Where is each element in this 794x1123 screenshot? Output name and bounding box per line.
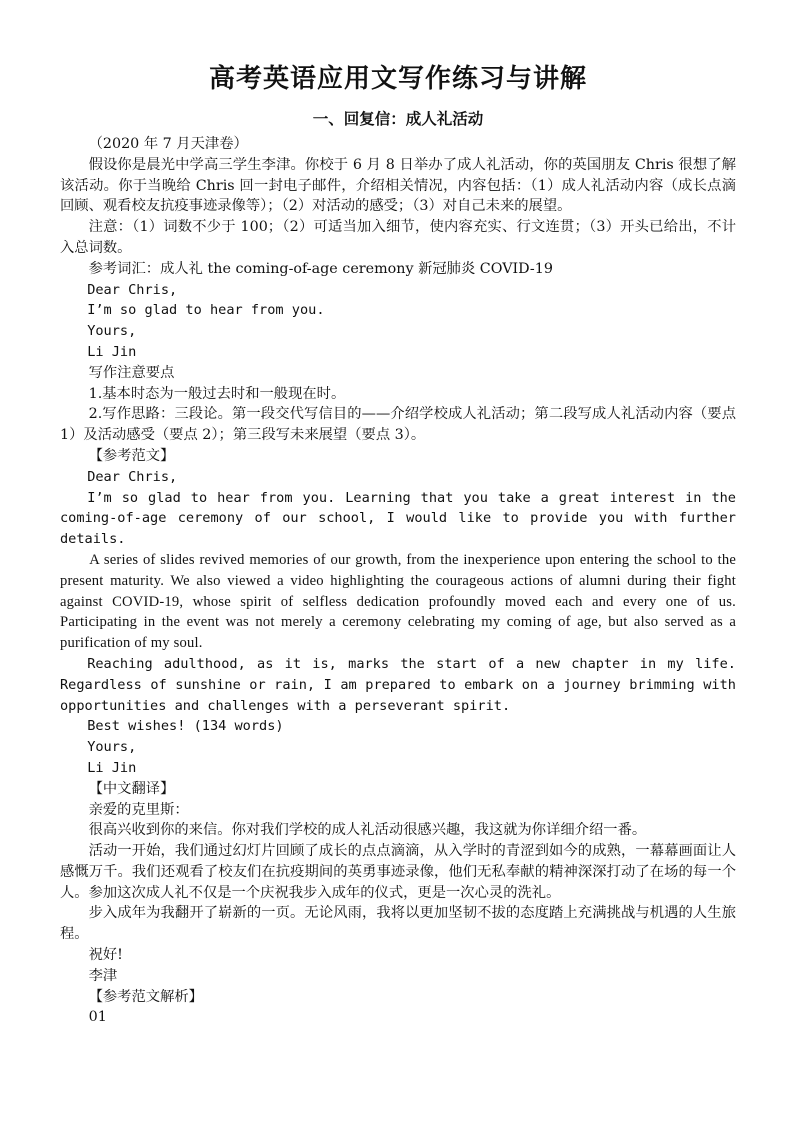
- task-prompt: 假设你是晨光中学高三学生李津。你校于 6 月 8 日举办了成人礼活动，你的英国朋友 Chris 很想了解该活动。你于当晚给 Chris 回一封电子邮件，介绍相关情况，内容包括：（1）成人礼活动内容（成长点滴回顾、观看校友抗疫事迹录像等）；（2）对活动的感受；（3）对自己未来的展望。: [60, 156, 736, 215]
- section-title: 一、回复信：成人礼活动: [312, 110, 484, 128]
- given-closing: Yours,: [87, 323, 137, 340]
- reference-vocabulary: 参考词汇：成人礼 the coming-of-age ceremony 新冠肺炎 COVID-19: [88, 260, 553, 277]
- sample-essay-heading: 【参考范文】: [88, 447, 175, 464]
- translation-paragraph-3: 步入成年为我翻开了崭新的一页。无论风雨，我将以更加坚韧不拔的态度踏上充满挑战与机遇的人生旅程。: [60, 905, 736, 943]
- translation-wishes: 祝好!: [88, 947, 123, 964]
- sample-signature: Li Jin: [87, 759, 137, 776]
- sample-paragraph-3: Reaching adulthood, as it is, marks the start of a new chapter in my life. Regardless of sunshine or rain, I am prepared to embark on a journey brimming with opportunities and challenges with a perseverant spirit.: [60, 655, 736, 714]
- given-signature: Li Jin: [87, 343, 137, 360]
- sample-wishes: Best wishes! (134 words): [87, 718, 284, 735]
- writing-tip-1: 1.基本时态为一般过去时和一般现在时。: [88, 385, 346, 402]
- translation-paragraph-1: 很高兴收到你的来信。你对我们学校的成人礼活动很感兴趣，我这就为你详细介绍一番。: [88, 822, 647, 839]
- translation-paragraph-2: 活动一开始，我们通过幻灯片回顾了成长的点点滴滴，从入学时的青涩到如今的成熟，一幕幕画面让人感慨万千。我们还观看了校友们在抗疫期间的英勇事迹录像，他们无私奉献的精神深深打动了在场的每一个人。参加这次成人礼不仅是一个庆祝我步入成年的仪式，更是一次心灵的洗礼。: [60, 843, 736, 901]
- translation-signature: 李津: [88, 967, 118, 984]
- sample-salutation: Dear Chris,: [87, 468, 178, 485]
- task-notes: 注意：（1）词数不少于 100；（2）可适当加入细节，使内容充实、行文连贯；（3）开头已给出，不计入总词数。: [60, 219, 736, 256]
- given-salutation: Dear Chris,: [87, 281, 178, 298]
- sample-paragraph-2: A series of slides revived memories of our growth, from the inexperience upon entering the school to the present maturity. We also viewed a video highlighting the courageous actions of alumni during their fight against COVID-19, whose spirit of selfless dedication profoundly moved each and every one of us. Participating in the event was not merely a ceremony celebrating my coming of age, but also served as a purification of my soul.: [60, 551, 736, 652]
- sample-closing: Yours,: [87, 739, 137, 756]
- given-opening-line: I’m so glad to hear from you.: [87, 302, 325, 319]
- writing-tips-heading: 写作注意要点: [88, 364, 175, 381]
- analysis-item-number: 01: [88, 1009, 107, 1026]
- sample-paragraph-1: I’m so glad to hear from you. Learning that you take a great interest in the coming-of-age ceremony of our school, I would like to provide you with further details.: [60, 489, 736, 548]
- writing-tip-2: 2.写作思路：三段论。第一段交代写信目的——介绍学校成人礼活动；第二段写成人礼活动内容（要点 1）及活动感受（要点 2）；第三段写未来展望（要点 3）。: [60, 406, 736, 444]
- translation-salutation: 亲爱的克里斯：: [88, 801, 189, 818]
- page-title: 高考英语应用文写作练习与讲解: [208, 64, 587, 94]
- analysis-heading: 【参考范文解析】: [88, 988, 203, 1005]
- exam-source: （2020 年 7 月天津卷）: [88, 136, 248, 152]
- translation-heading: 【中文翻译】: [88, 780, 175, 797]
